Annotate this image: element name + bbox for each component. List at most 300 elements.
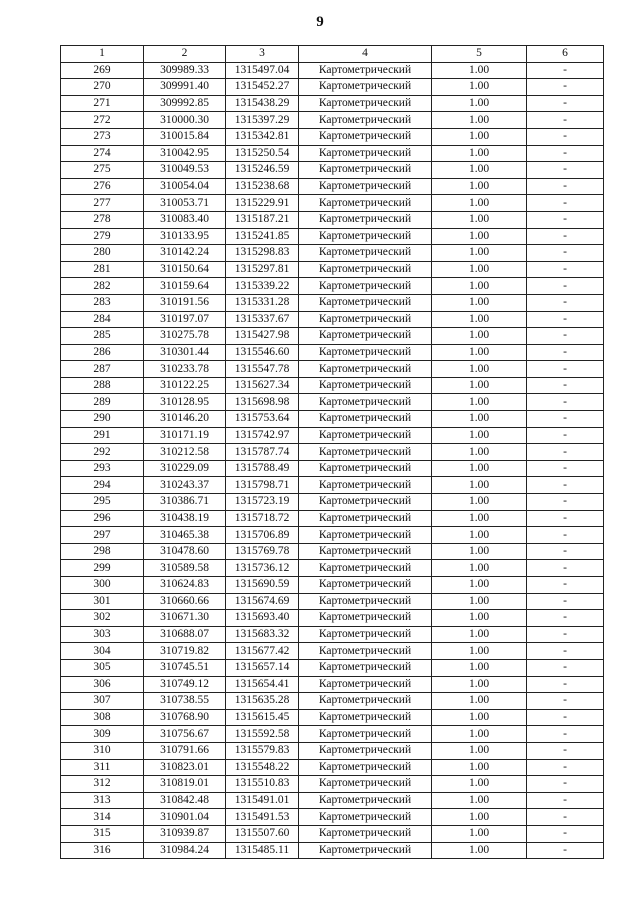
x-coordinate-cell: 309992.85	[144, 95, 226, 112]
note-cell: -	[527, 759, 604, 776]
accuracy-cell: 1.00	[432, 494, 527, 511]
note-cell: -	[527, 427, 604, 444]
note-cell: -	[527, 776, 604, 793]
y-coordinate-cell: 1315787.74	[226, 444, 299, 461]
table-row	[61, 444, 604, 461]
note-cell: -	[527, 676, 604, 693]
method-cell: Картометрический	[299, 361, 432, 378]
note-cell: -	[527, 311, 604, 328]
method-cell: Картометрический	[299, 809, 432, 826]
x-coordinate-cell: 309989.33	[144, 62, 226, 79]
point-number-cell: 284	[61, 311, 144, 328]
y-coordinate-cell: 1315798.71	[226, 477, 299, 494]
point-number-cell: 296	[61, 510, 144, 527]
note-cell: -	[527, 809, 604, 826]
y-coordinate-cell: 1315491.53	[226, 809, 299, 826]
accuracy-cell: 1.00	[432, 444, 527, 461]
point-number-cell: 286	[61, 344, 144, 361]
table-row	[61, 377, 604, 394]
method-cell: Картометрический	[299, 510, 432, 527]
note-cell: -	[527, 394, 604, 411]
table-row	[61, 560, 604, 577]
accuracy-cell: 1.00	[432, 693, 527, 710]
x-coordinate-cell: 310053.71	[144, 195, 226, 212]
y-coordinate-cell: 1315615.45	[226, 709, 299, 726]
header-cell-6: 6	[527, 46, 604, 63]
table-row	[61, 211, 604, 228]
method-cell: Картометрический	[299, 543, 432, 560]
x-coordinate-cell: 310159.64	[144, 278, 226, 295]
note-cell: -	[527, 444, 604, 461]
accuracy-cell: 1.00	[432, 261, 527, 278]
note-cell: -	[527, 709, 604, 726]
header-cell-4: 4	[299, 46, 432, 63]
method-cell: Картометрический	[299, 377, 432, 394]
note-cell: -	[527, 477, 604, 494]
method-cell: Картометрический	[299, 211, 432, 228]
method-cell: Картометрический	[299, 162, 432, 179]
table-row	[61, 294, 604, 311]
accuracy-cell: 1.00	[432, 527, 527, 544]
x-coordinate-cell: 310756.67	[144, 726, 226, 743]
note-cell: -	[527, 294, 604, 311]
x-coordinate-cell: 310819.01	[144, 776, 226, 793]
table-row	[61, 494, 604, 511]
method-cell: Картометрический	[299, 709, 432, 726]
point-number-cell: 281	[61, 261, 144, 278]
accuracy-cell: 1.00	[432, 776, 527, 793]
y-coordinate-cell: 1315547.78	[226, 361, 299, 378]
method-cell: Картометрический	[299, 128, 432, 145]
y-coordinate-cell: 1315497.04	[226, 62, 299, 79]
note-cell: -	[527, 228, 604, 245]
x-coordinate-cell: 310745.51	[144, 659, 226, 676]
point-number-cell: 316	[61, 842, 144, 859]
table-row	[61, 62, 604, 79]
table-row	[61, 792, 604, 809]
accuracy-cell: 1.00	[432, 659, 527, 676]
x-coordinate-cell: 310749.12	[144, 676, 226, 693]
point-number-cell: 312	[61, 776, 144, 793]
accuracy-cell: 1.00	[432, 460, 527, 477]
y-coordinate-cell: 1315753.64	[226, 411, 299, 428]
method-cell: Картометрический	[299, 228, 432, 245]
method-cell: Картометрический	[299, 676, 432, 693]
point-number-cell: 288	[61, 377, 144, 394]
y-coordinate-cell: 1315331.28	[226, 294, 299, 311]
table-row	[61, 510, 604, 527]
table-row	[61, 162, 604, 179]
y-coordinate-cell: 1315742.97	[226, 427, 299, 444]
method-cell: Картометрический	[299, 344, 432, 361]
y-coordinate-cell: 1315548.22	[226, 759, 299, 776]
x-coordinate-cell: 310150.64	[144, 261, 226, 278]
x-coordinate-cell: 310128.95	[144, 394, 226, 411]
x-coordinate-cell: 310083.40	[144, 211, 226, 228]
x-coordinate-cell: 310624.83	[144, 577, 226, 594]
accuracy-cell: 1.00	[432, 344, 527, 361]
accuracy-cell: 1.00	[432, 560, 527, 577]
x-coordinate-cell: 310146.20	[144, 411, 226, 428]
accuracy-cell: 1.00	[432, 709, 527, 726]
method-cell: Картометрический	[299, 79, 432, 96]
method-cell: Картометрический	[299, 245, 432, 262]
x-coordinate-cell: 310301.44	[144, 344, 226, 361]
x-coordinate-cell: 310939.87	[144, 825, 226, 842]
note-cell: -	[527, 693, 604, 710]
table-row	[61, 228, 604, 245]
point-number-cell: 306	[61, 676, 144, 693]
note-cell: -	[527, 510, 604, 527]
x-coordinate-cell: 310688.07	[144, 626, 226, 643]
y-coordinate-cell: 1315187.21	[226, 211, 299, 228]
point-number-cell: 307	[61, 693, 144, 710]
point-number-cell: 305	[61, 659, 144, 676]
y-coordinate-cell: 1315690.59	[226, 577, 299, 594]
point-number-cell: 302	[61, 610, 144, 627]
table-row	[61, 394, 604, 411]
page-number: 9	[316, 14, 324, 30]
accuracy-cell: 1.00	[432, 676, 527, 693]
table-row	[61, 411, 604, 428]
y-coordinate-cell: 1315698.98	[226, 394, 299, 411]
y-coordinate-cell: 1315452.27	[226, 79, 299, 96]
point-number-cell: 272	[61, 112, 144, 129]
x-coordinate-cell: 310660.66	[144, 593, 226, 610]
x-coordinate-cell: 310142.24	[144, 245, 226, 262]
point-number-cell: 309	[61, 726, 144, 743]
point-number-cell: 292	[61, 444, 144, 461]
header-cell-5: 5	[432, 46, 527, 63]
point-number-cell: 303	[61, 626, 144, 643]
table-row	[61, 527, 604, 544]
x-coordinate-cell: 310823.01	[144, 759, 226, 776]
point-number-cell: 279	[61, 228, 144, 245]
accuracy-cell: 1.00	[432, 79, 527, 96]
method-cell: Картометрический	[299, 311, 432, 328]
point-number-cell: 313	[61, 792, 144, 809]
point-number-cell: 275	[61, 162, 144, 179]
accuracy-cell: 1.00	[432, 245, 527, 262]
table-row	[61, 245, 604, 262]
note-cell: -	[527, 195, 604, 212]
table-row	[61, 344, 604, 361]
method-cell: Картометрический	[299, 560, 432, 577]
point-number-cell: 270	[61, 79, 144, 96]
x-coordinate-cell: 310589.58	[144, 560, 226, 577]
method-cell: Картометрический	[299, 261, 432, 278]
method-cell: Картометрический	[299, 577, 432, 594]
note-cell: -	[527, 278, 604, 295]
table-row	[61, 128, 604, 145]
note-cell: -	[527, 245, 604, 262]
method-cell: Картометрический	[299, 693, 432, 710]
table-row	[61, 626, 604, 643]
table-row	[61, 776, 604, 793]
accuracy-cell: 1.00	[432, 311, 527, 328]
method-cell: Картометрический	[299, 62, 432, 79]
note-cell: -	[527, 344, 604, 361]
accuracy-cell: 1.00	[432, 593, 527, 610]
y-coordinate-cell: 1315510.83	[226, 776, 299, 793]
method-cell: Картометрический	[299, 626, 432, 643]
y-coordinate-cell: 1315683.32	[226, 626, 299, 643]
point-number-cell: 291	[61, 427, 144, 444]
point-number-cell: 277	[61, 195, 144, 212]
table-row	[61, 311, 604, 328]
table-header	[61, 46, 604, 63]
table-row	[61, 643, 604, 660]
method-cell: Картометрический	[299, 494, 432, 511]
x-coordinate-cell: 310049.53	[144, 162, 226, 179]
y-coordinate-cell: 1315654.41	[226, 676, 299, 693]
point-number-cell: 271	[61, 95, 144, 112]
y-coordinate-cell: 1315627.34	[226, 377, 299, 394]
note-cell: -	[527, 825, 604, 842]
point-number-cell: 297	[61, 527, 144, 544]
method-cell: Картометрический	[299, 460, 432, 477]
table-body	[61, 62, 604, 859]
method-cell: Картометрический	[299, 759, 432, 776]
y-coordinate-cell: 1315342.81	[226, 128, 299, 145]
point-number-cell: 299	[61, 560, 144, 577]
accuracy-cell: 1.00	[432, 145, 527, 162]
x-coordinate-cell: 309991.40	[144, 79, 226, 96]
point-number-cell: 290	[61, 411, 144, 428]
method-cell: Картометрический	[299, 278, 432, 295]
note-cell: -	[527, 79, 604, 96]
x-coordinate-cell: 310122.25	[144, 377, 226, 394]
table-row	[61, 95, 604, 112]
y-coordinate-cell: 1315298.83	[226, 245, 299, 262]
table-row	[61, 178, 604, 195]
accuracy-cell: 1.00	[432, 510, 527, 527]
method-cell: Картометрический	[299, 825, 432, 842]
point-number-cell: 274	[61, 145, 144, 162]
point-number-cell: 273	[61, 128, 144, 145]
table-row	[61, 328, 604, 345]
accuracy-cell: 1.00	[432, 842, 527, 859]
x-coordinate-cell: 310791.66	[144, 742, 226, 759]
x-coordinate-cell: 310197.07	[144, 311, 226, 328]
header-cell-3: 3	[226, 46, 299, 63]
note-cell: -	[527, 610, 604, 627]
y-coordinate-cell: 1315579.83	[226, 742, 299, 759]
point-number-cell: 298	[61, 543, 144, 560]
method-cell: Картометрический	[299, 477, 432, 494]
accuracy-cell: 1.00	[432, 427, 527, 444]
note-cell: -	[527, 62, 604, 79]
point-number-cell: 269	[61, 62, 144, 79]
accuracy-cell: 1.00	[432, 62, 527, 79]
note-cell: -	[527, 211, 604, 228]
accuracy-cell: 1.00	[432, 742, 527, 759]
point-number-cell: 276	[61, 178, 144, 195]
accuracy-cell: 1.00	[432, 759, 527, 776]
point-number-cell: 289	[61, 394, 144, 411]
point-number-cell: 294	[61, 477, 144, 494]
y-coordinate-cell: 1315677.42	[226, 643, 299, 660]
point-number-cell: 283	[61, 294, 144, 311]
accuracy-cell: 1.00	[432, 577, 527, 594]
accuracy-cell: 1.00	[432, 626, 527, 643]
note-cell: -	[527, 527, 604, 544]
y-coordinate-cell: 1315657.14	[226, 659, 299, 676]
x-coordinate-cell: 310719.82	[144, 643, 226, 660]
x-coordinate-cell: 310191.56	[144, 294, 226, 311]
accuracy-cell: 1.00	[432, 112, 527, 129]
header-cell-1: 1	[61, 46, 144, 63]
accuracy-cell: 1.00	[432, 294, 527, 311]
y-coordinate-cell: 1315769.78	[226, 543, 299, 560]
table-row	[61, 709, 604, 726]
note-cell: -	[527, 112, 604, 129]
x-coordinate-cell: 310842.48	[144, 792, 226, 809]
y-coordinate-cell: 1315592.58	[226, 726, 299, 743]
table-row	[61, 726, 604, 743]
table-row	[61, 361, 604, 378]
table-row	[61, 261, 604, 278]
x-coordinate-cell: 310000.30	[144, 112, 226, 129]
note-cell: -	[527, 577, 604, 594]
x-coordinate-cell: 310465.38	[144, 527, 226, 544]
x-coordinate-cell: 310212.58	[144, 444, 226, 461]
x-coordinate-cell: 310229.09	[144, 460, 226, 477]
table-row	[61, 610, 604, 627]
note-cell: -	[527, 726, 604, 743]
y-coordinate-cell: 1315491.01	[226, 792, 299, 809]
note-cell: -	[527, 377, 604, 394]
note-cell: -	[527, 643, 604, 660]
note-cell: -	[527, 742, 604, 759]
y-coordinate-cell: 1315546.60	[226, 344, 299, 361]
accuracy-cell: 1.00	[432, 95, 527, 112]
y-coordinate-cell: 1315337.67	[226, 311, 299, 328]
y-coordinate-cell: 1315397.29	[226, 112, 299, 129]
table-row	[61, 460, 604, 477]
table-row	[61, 543, 604, 560]
note-cell: -	[527, 842, 604, 859]
y-coordinate-cell: 1315238.68	[226, 178, 299, 195]
table-row	[61, 427, 604, 444]
point-number-cell: 315	[61, 825, 144, 842]
accuracy-cell: 1.00	[432, 377, 527, 394]
note-cell: -	[527, 543, 604, 560]
y-coordinate-cell: 1315246.59	[226, 162, 299, 179]
point-number-cell: 278	[61, 211, 144, 228]
point-number-cell: 311	[61, 759, 144, 776]
x-coordinate-cell: 310984.24	[144, 842, 226, 859]
point-number-cell: 300	[61, 577, 144, 594]
note-cell: -	[527, 494, 604, 511]
point-number-cell: 308	[61, 709, 144, 726]
accuracy-cell: 1.00	[432, 361, 527, 378]
x-coordinate-cell: 310054.04	[144, 178, 226, 195]
method-cell: Картометрический	[299, 195, 432, 212]
point-number-cell: 293	[61, 460, 144, 477]
method-cell: Картометрический	[299, 95, 432, 112]
table-row	[61, 759, 604, 776]
note-cell: -	[527, 328, 604, 345]
coordinates-table	[60, 45, 604, 859]
y-coordinate-cell: 1315718.72	[226, 510, 299, 527]
method-cell: Картометрический	[299, 112, 432, 129]
accuracy-cell: 1.00	[432, 162, 527, 179]
x-coordinate-cell: 310171.19	[144, 427, 226, 444]
y-coordinate-cell: 1315229.91	[226, 195, 299, 212]
y-coordinate-cell: 1315339.22	[226, 278, 299, 295]
table-row	[61, 477, 604, 494]
table-row	[61, 593, 604, 610]
note-cell: -	[527, 411, 604, 428]
x-coordinate-cell: 310738.55	[144, 693, 226, 710]
y-coordinate-cell: 1315788.49	[226, 460, 299, 477]
table-row	[61, 195, 604, 212]
y-coordinate-cell: 1315485.11	[226, 842, 299, 859]
x-coordinate-cell: 310901.04	[144, 809, 226, 826]
note-cell: -	[527, 460, 604, 477]
method-cell: Картометрический	[299, 792, 432, 809]
point-number-cell: 310	[61, 742, 144, 759]
accuracy-cell: 1.00	[432, 178, 527, 195]
note-cell: -	[527, 178, 604, 195]
accuracy-cell: 1.00	[432, 477, 527, 494]
accuracy-cell: 1.00	[432, 328, 527, 345]
note-cell: -	[527, 162, 604, 179]
method-cell: Картометрический	[299, 726, 432, 743]
accuracy-cell: 1.00	[432, 825, 527, 842]
note-cell: -	[527, 145, 604, 162]
method-cell: Картометрический	[299, 145, 432, 162]
point-number-cell: 314	[61, 809, 144, 826]
table-row	[61, 145, 604, 162]
x-coordinate-cell: 310133.95	[144, 228, 226, 245]
header-row	[61, 46, 604, 63]
method-cell: Картометрический	[299, 659, 432, 676]
table-row	[61, 79, 604, 96]
point-number-cell: 295	[61, 494, 144, 511]
table-row	[61, 676, 604, 693]
method-cell: Картометрический	[299, 610, 432, 627]
y-coordinate-cell: 1315674.69	[226, 593, 299, 610]
x-coordinate-cell: 310671.30	[144, 610, 226, 627]
note-cell: -	[527, 626, 604, 643]
point-number-cell: 285	[61, 328, 144, 345]
method-cell: Картометрический	[299, 444, 432, 461]
point-number-cell: 301	[61, 593, 144, 610]
note-cell: -	[527, 792, 604, 809]
note-cell: -	[527, 128, 604, 145]
accuracy-cell: 1.00	[432, 726, 527, 743]
accuracy-cell: 1.00	[432, 228, 527, 245]
table-row	[61, 825, 604, 842]
y-coordinate-cell: 1315297.81	[226, 261, 299, 278]
accuracy-cell: 1.00	[432, 643, 527, 660]
accuracy-cell: 1.00	[432, 128, 527, 145]
table-row	[61, 577, 604, 594]
point-number-cell: 280	[61, 245, 144, 262]
note-cell: -	[527, 593, 604, 610]
y-coordinate-cell: 1315507.60	[226, 825, 299, 842]
table-row	[61, 809, 604, 826]
method-cell: Картометрический	[299, 411, 432, 428]
accuracy-cell: 1.00	[432, 394, 527, 411]
y-coordinate-cell: 1315635.28	[226, 693, 299, 710]
point-number-cell: 304	[61, 643, 144, 660]
y-coordinate-cell: 1315736.12	[226, 560, 299, 577]
accuracy-cell: 1.00	[432, 543, 527, 560]
note-cell: -	[527, 659, 604, 676]
